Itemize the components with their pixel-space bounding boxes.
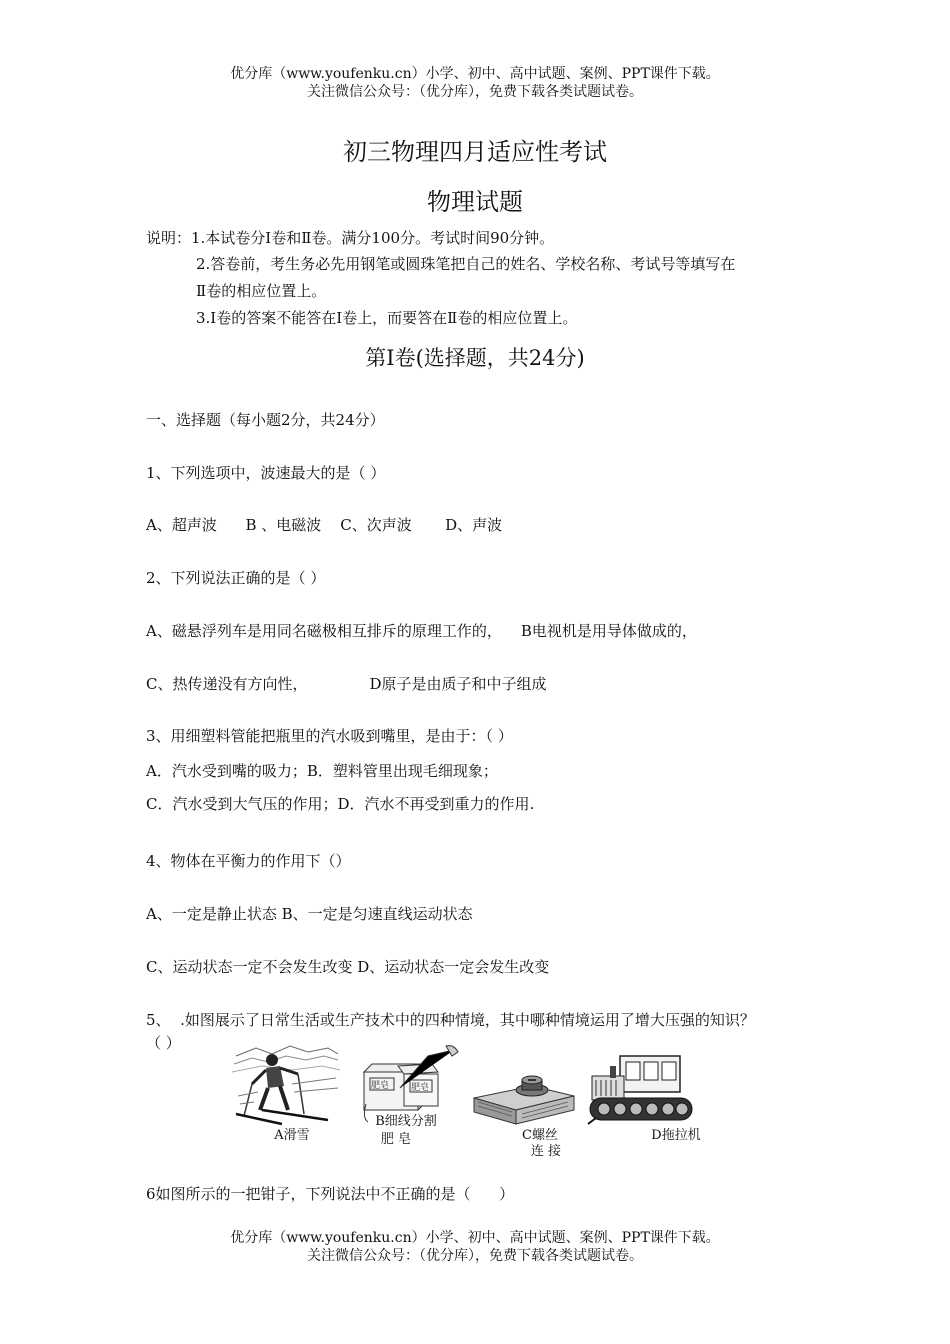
- question-4-options-cd: C、运动状态一定不会发生改变 D、运动状态一定会发生改变: [146, 958, 550, 976]
- note-2b: Ⅱ卷的相应位置上。: [196, 282, 327, 300]
- screw-connection-illustration: [472, 1070, 576, 1126]
- skiing-illustration: [232, 1044, 340, 1126]
- section-title: 第Ⅰ卷(选择题，共24分): [365, 346, 585, 370]
- note-1: 说明：1.本试卷分Ⅰ卷和Ⅱ卷。满分100分。考试时间90分钟。: [146, 229, 555, 247]
- caption-b-line2: 肥 皂: [380, 1132, 412, 1147]
- tractor-illustration: [586, 1052, 696, 1126]
- caption-c-line2: 连 接: [530, 1144, 562, 1159]
- exam-title: 初三物理四月适应性考试: [343, 138, 607, 166]
- caption-a: A滑雪: [274, 1128, 310, 1143]
- question-3-options-ab: A．汽水受到嘴的吸力；B．塑料管里出现毛细现象；: [146, 762, 498, 780]
- header-line-2: 关注微信公众号：（优分库），免费下载各类试题试卷。: [307, 84, 643, 100]
- question-4: 4、物体在平衡力的作用下（）: [146, 852, 351, 870]
- caption-d: D拖拉机: [651, 1128, 701, 1143]
- exam-subtitle: 物理试题: [427, 188, 523, 216]
- question-3: 3、用细塑料管能把瓶里的汽水吸到嘴里，是由于：（ ）: [146, 727, 513, 745]
- question-5-paren: （ ）: [146, 1034, 181, 1052]
- question-2-options-ab: A、磁悬浮列车是用同名磁极相互排斥的原理工作的， B电视机是用导体做成的，: [146, 622, 697, 640]
- soap-label-left: 肥皂: [371, 1081, 390, 1091]
- question-2-options-cd: C、热传递没有方向性， D原子是由质子和中子组成: [146, 675, 547, 693]
- question-1: 1、下列选项中，波速最大的是（ ）: [146, 464, 386, 482]
- soap-label-right: 肥皂: [411, 1083, 430, 1093]
- footer-line-2: 关注微信公众号：（优分库），免费下载各类试题试卷。: [307, 1248, 643, 1264]
- soap-cutting-illustration: [358, 1044, 460, 1124]
- question-1-options: A、超声波 B 、电磁波 C、次声波 D、声波: [146, 516, 503, 534]
- question-4-options-ab: A、一定是静止状态 B、一定是匀速直线运动状态: [146, 905, 473, 923]
- footer-line-1: 优分库（www.youfenku.cn）小学、初中、高中试题、案例、PPT课件下载。: [230, 1230, 720, 1246]
- note-3: 3.Ⅰ卷的答案不能答在Ⅰ卷上，而要答在Ⅱ卷的相应位置上。: [196, 309, 578, 327]
- part-heading: 一、选择题（每小题2分，共24分）: [146, 411, 385, 429]
- note-2a: 2.答卷前，考生务必先用钢笔或圆珠笔把自己的姓名、学校名称、考试号等填写在: [196, 255, 736, 273]
- caption-c-line1: C螺丝: [522, 1128, 558, 1143]
- question-2: 2、下列说法正确的是（ ）: [146, 569, 326, 587]
- question-5: 5、 .如图展示了日常生活或生产技术中的四种情境，其中哪种情境运用了增大压强的知识？: [146, 1011, 755, 1029]
- header-line-1: 优分库（www.youfenku.cn）小学、初中、高中试题、案例、PPT课件下载。: [230, 66, 720, 82]
- caption-b-line1: B细线分割: [375, 1114, 437, 1129]
- question-3-options-cd: C．汽水受到大气压的作用；D．汽水不再受到重力的作用.: [146, 795, 535, 813]
- question-6: 6如图所示的一把钳子，下列说法中不正确的是（ ）: [146, 1185, 515, 1203]
